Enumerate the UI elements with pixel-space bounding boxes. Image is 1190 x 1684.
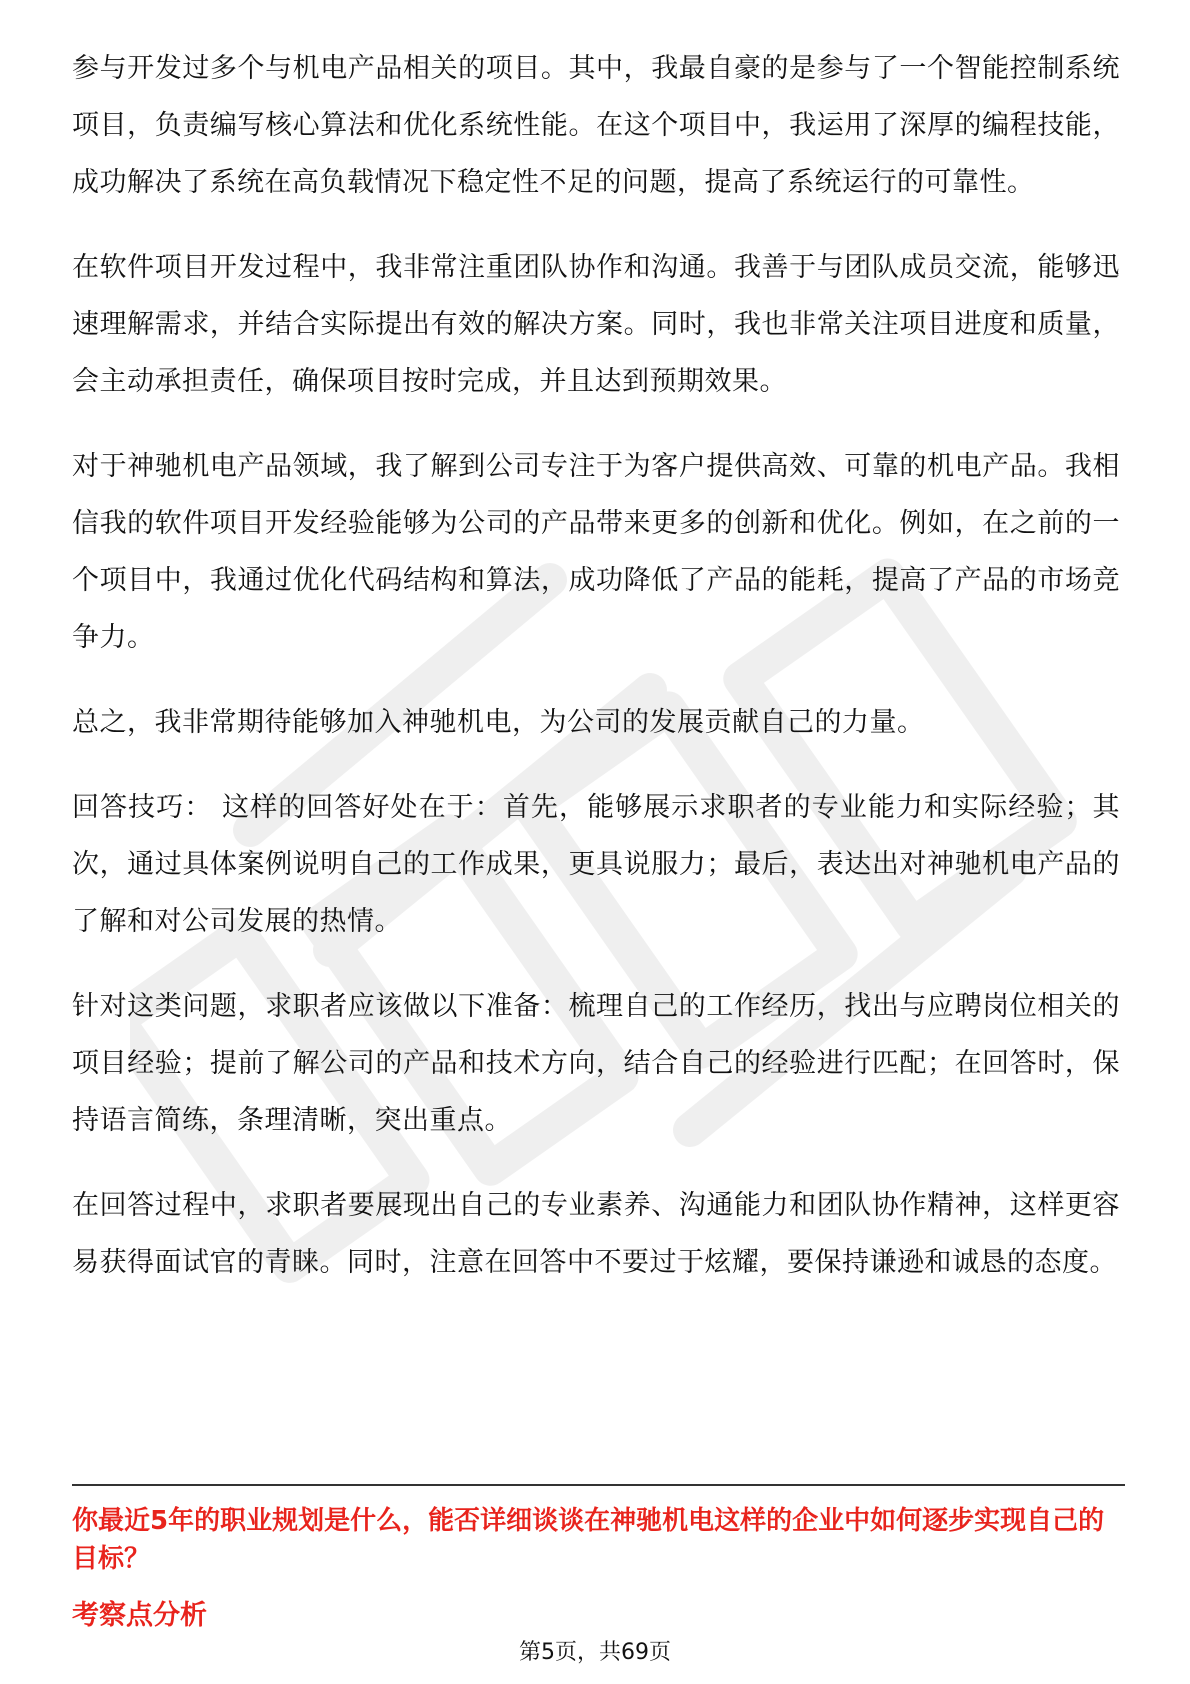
paragraph: 对于神驰机电产品领域，我了解到公司专注于为客户提供高效、可靠的机电产品。我相信我的软件项目开发经验能够为公司的产品带来更多的创新和优化。例如，在之前的一个项目中，我通过优化代码结构和算法，成功降低了产品的能耗，提高了产品的市场竞争力。 — [72, 451, 1120, 653]
page-number: 第5页，共69页 — [519, 1640, 671, 1665]
body-content — [72, 40, 1120, 1319]
paragraph: 总之，我非常期待能够加入神驰机电，为公司的发展贡献自己的力量。 — [72, 707, 925, 738]
paragraph: 参与开发过多个与机电产品相关的项目。其中，我最自豪的是参与了一个智能控制系统项目，负责编写核心算法和优化系统性能。在这个项目中，我运用了深厚的编程技能，成功解决了系统在高负载情况下稳定性不足的问题，提高了系统运行的可靠性。 — [72, 53, 1120, 198]
paragraph: 在软件项目开发过程中，我非常注重团队协作和沟通。我善于与团队成员交流，能够迅速理解需求，并结合实际提出有效的解决方案。同时，我也非常关注项目进度和质量，会主动承担责任，确保项目按时完成，并且达到预期效果。 — [72, 252, 1120, 397]
question-heading: 你最近5年的职业规划是什么，能否详细谈谈在神驰机电这样的企业中如何逐步实现自己的目标？ — [72, 1506, 1105, 1574]
paragraph: 在回答过程中，求职者要展现出自己的专业素养、沟通能力和团队协作精神，这样更容易获得面试官的青睐。同时，注意在回答中不要过于炫耀，要保持谦逊和诚恳的态度。 — [72, 1190, 1120, 1278]
paragraph: 针对这类问题，求职者应该做以下准备：梳理自己的工作经历，找出与应聘岗位相关的项目经验；提前了解公司的产品和技术方向，结合自己的经验进行匹配；在回答时，保持语言简练，条理清晰，突出重点。 — [72, 991, 1120, 1136]
analysis-heading: 考察点分析 — [72, 1600, 207, 1631]
answer-tips-paragraph: 回答技巧： 这样的回答好处在于：首先，能够展示求职者的专业能力和实际经验；其次，通过具体案例说明自己的工作成果，更具说服力；最后，表达出对神驰机电产品的了解和对公司发展的热情。 — [72, 792, 1120, 937]
section-divider — [72, 1484, 1125, 1486]
